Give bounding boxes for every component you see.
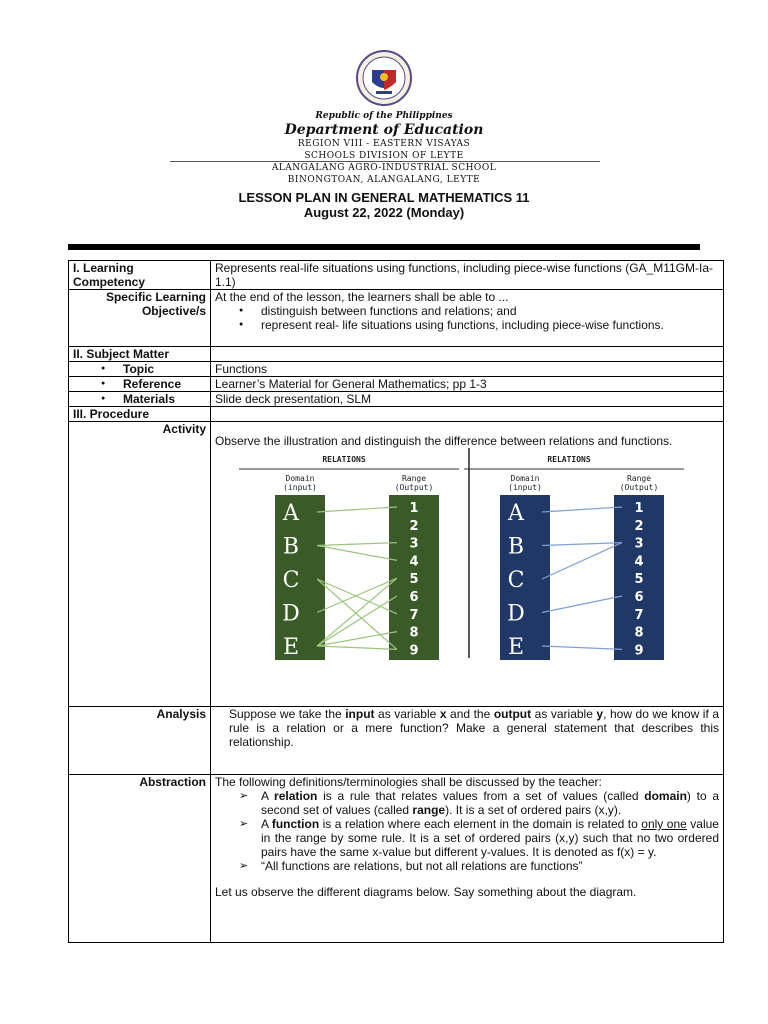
materials-value: Slide deck presentation, SLM — [211, 392, 724, 407]
analysis-input: input — [345, 707, 375, 721]
left-range-number: 9 — [409, 643, 419, 659]
abstraction-list — [215, 789, 719, 873]
header-divider — [170, 161, 600, 162]
header-department: Department of Education — [284, 122, 484, 138]
abs2-c: value in the range by some rule. It is a set of ordered pairs (x,y) such that no two ordered pairs have the same x-value but different y-values. It is denoted as f(x) = y. — [261, 817, 719, 859]
left-range-number: 6 — [409, 590, 419, 605]
empty-cell — [211, 407, 724, 422]
left-range-number: 5 — [409, 572, 419, 588]
abs1-domain: domain — [644, 789, 687, 803]
left-range-number: 2 — [409, 518, 419, 534]
left-range-number: 7 — [409, 607, 419, 623]
reference-value: Learner’s Material for General Mathematics; pp 1-3 — [211, 377, 724, 392]
abs2-b: is a relation where each element in the domain is related to — [319, 817, 642, 831]
row-topic — [69, 362, 724, 377]
analysis-pre: Suppose we take the — [229, 707, 346, 721]
left-domain-sub: (input) — [283, 483, 317, 492]
header-republic: Republic of the Philippines — [315, 111, 453, 121]
left-range-number: 3 — [409, 536, 419, 552]
left-range-sub: (Output) — [394, 483, 434, 492]
row-subject-matter — [69, 347, 724, 362]
right-range-number: 4 — [634, 554, 644, 570]
left-domain-letter: D — [282, 601, 300, 627]
objective-item: ● distinguish between functions and relations; and — [215, 304, 719, 318]
left-mapping-line — [317, 646, 397, 649]
abs2-function: function — [271, 817, 320, 831]
title-date: August 22, 2022 (Monday) — [303, 205, 465, 220]
materials-bullet — [73, 392, 206, 406]
left-domain-label: Domain — [285, 474, 315, 483]
materials-label-cell — [69, 392, 211, 407]
right-range-number: 6 — [634, 590, 644, 605]
abstraction-label: Abstraction — [69, 775, 211, 943]
objectives-cell — [211, 290, 724, 347]
row-procedure — [69, 407, 724, 422]
abs1-d: ). It is a set of ordered pairs (x,y). — [445, 803, 622, 817]
left-mapping-line — [317, 578, 397, 612]
right-domain-sub: (input) — [508, 483, 542, 492]
activity-cell — [211, 422, 724, 707]
right-mapping-line — [542, 543, 622, 579]
objective-item: ● represent real- life situations using functions, including piece-wise functions. — [215, 318, 719, 332]
right-relations-panel — [464, 455, 684, 660]
row-reference — [69, 377, 724, 392]
abstraction-intro: The following definitions/terminologies shall be discussed by the teacher: — [215, 775, 602, 789]
right-range-label: Range — [626, 474, 652, 483]
abs2-a: A — [261, 817, 272, 831]
procedure-label: III. Procedure — [69, 407, 211, 422]
deped-seal-icon — [356, 50, 412, 106]
left-range-label: Range — [401, 474, 427, 483]
analysis-text — [215, 707, 719, 749]
right-domain-label: Domain — [510, 474, 540, 483]
topic-value: Functions — [211, 362, 724, 377]
activity-text: Observe the illustration and distinguish the difference between relations and functions. — [215, 434, 673, 448]
analysis-y: y — [596, 707, 604, 721]
left-mapping-line — [317, 543, 397, 546]
abstraction-item — [239, 859, 719, 873]
right-domain-letter: E — [507, 635, 525, 660]
abstraction-item — [239, 817, 719, 859]
analysis-cell — [211, 707, 724, 775]
relations-diagram — [219, 448, 719, 663]
right-mapping-line — [542, 596, 622, 613]
analysis-x: x — [439, 707, 447, 721]
row-activity — [69, 422, 724, 707]
row-competency — [69, 261, 724, 290]
right-range-number: 7 — [634, 607, 644, 623]
analysis-mid2: and the — [446, 707, 494, 721]
row-materials — [69, 392, 724, 407]
left-title: RELATIONS — [322, 455, 366, 464]
abs1-c: ) to a second set of values (called — [261, 789, 719, 817]
right-domain-letter: A — [508, 501, 524, 526]
abs1-b: is a rule that relates values from a set of values (called — [317, 789, 645, 803]
reference-label: Reference — [123, 377, 182, 391]
analysis-mid3: as variable — [531, 707, 597, 721]
header-region: REGION VIII - EASTERN VISAYAS — [297, 139, 471, 149]
topic-label: Topic — [123, 362, 155, 376]
left-domain-letter: B — [282, 534, 300, 560]
title-divider — [68, 244, 700, 250]
abs2-only-one: only one — [641, 817, 687, 831]
header-address: BINONGTOAN, ALANGALANG, LEYTE — [287, 175, 481, 185]
subject-matter-label: II. Subject Matter — [69, 347, 211, 362]
right-mapping-line — [542, 543, 622, 546]
right-range-number: 3 — [634, 536, 644, 552]
left-range-number: 1 — [409, 501, 419, 516]
row-abstraction — [69, 775, 724, 943]
left-mapping-line — [317, 546, 397, 561]
objectives-label: Specific Learning Objective/s — [69, 290, 211, 347]
right-mapping-line — [542, 646, 622, 649]
left-domain-letter: A — [283, 501, 299, 526]
lesson-title — [0, 190, 768, 220]
right-range-number: 2 — [634, 518, 644, 534]
left-domain-letter: E — [282, 635, 300, 660]
arrow-bullet-icon: ➢ — [239, 860, 249, 872]
title-line-1: LESSON PLAN IN GENERAL MATHEMATICS 11 — [238, 190, 530, 205]
left-mapping-line — [317, 579, 397, 614]
left-mapping-line — [317, 578, 397, 646]
abstraction-item — [239, 789, 719, 817]
reference-bullet — [73, 377, 206, 391]
arrow-bullet-icon: ➢ — [239, 790, 249, 802]
objectives-intro: At the end of the lesson, the learners shall be able to ... — [215, 290, 509, 304]
reference-label-cell — [69, 377, 211, 392]
analysis-post: , how do we know if a rule is a relation or a mere function? Make a general statement that describes this relationship. — [229, 707, 720, 749]
right-domain-letter: B — [507, 534, 525, 560]
analysis-mid1: as variable — [374, 707, 440, 721]
header-division: SCHOOLS DIVISION OF LEYTE — [304, 151, 464, 161]
materials-label: Materials — [123, 392, 176, 406]
right-range-sub: (Output) — [619, 483, 659, 492]
abs1-a: A — [261, 789, 275, 803]
right-title: RELATIONS — [547, 455, 591, 464]
analysis-output: output — [493, 707, 532, 721]
abstraction-closing: Let us observe the different diagrams below. Say something about the diagram. — [215, 885, 637, 899]
topic-bullet — [73, 362, 206, 376]
abstraction-cell — [211, 775, 724, 943]
activity-label: Activity — [69, 422, 211, 707]
objectives-list — [215, 304, 719, 332]
lesson-plan-table — [68, 260, 724, 943]
competency-label: I. Learning Competency — [69, 261, 211, 290]
empty-cell — [211, 347, 724, 362]
abs3: “All functions are relations, but not all relations are functions” — [261, 859, 583, 873]
left-mapping-line — [317, 507, 397, 512]
analysis-label: Analysis — [69, 707, 211, 775]
topic-label-cell — [69, 362, 211, 377]
left-range-number: 8 — [409, 625, 419, 641]
abs1-range: range — [412, 803, 446, 817]
left-domain-letter: C — [282, 568, 300, 593]
row-analysis — [69, 707, 724, 775]
abs1-relation: relation — [274, 789, 318, 803]
arrow-bullet-icon: ➢ — [239, 818, 249, 830]
left-relations-panel — [239, 455, 459, 660]
school-header — [0, 50, 768, 186]
right-domain-letter: C — [507, 568, 525, 593]
right-range-number: 9 — [634, 643, 644, 659]
left-range-number: 4 — [409, 554, 419, 570]
right-range-number: 8 — [634, 625, 644, 641]
competency-text: Represents real-life situations using functions, including piece-wise functions (GA_M11GM-Ia-1.1) — [211, 261, 724, 290]
right-domain-letter: D — [507, 601, 525, 627]
row-objectives — [69, 290, 724, 347]
right-mapping-line — [542, 507, 622, 512]
right-range-number: 1 — [634, 501, 644, 516]
right-range-number: 5 — [634, 572, 644, 588]
header-school: ALANGALANG AGRO-INDUSTRIAL SCHOOL — [271, 163, 497, 173]
